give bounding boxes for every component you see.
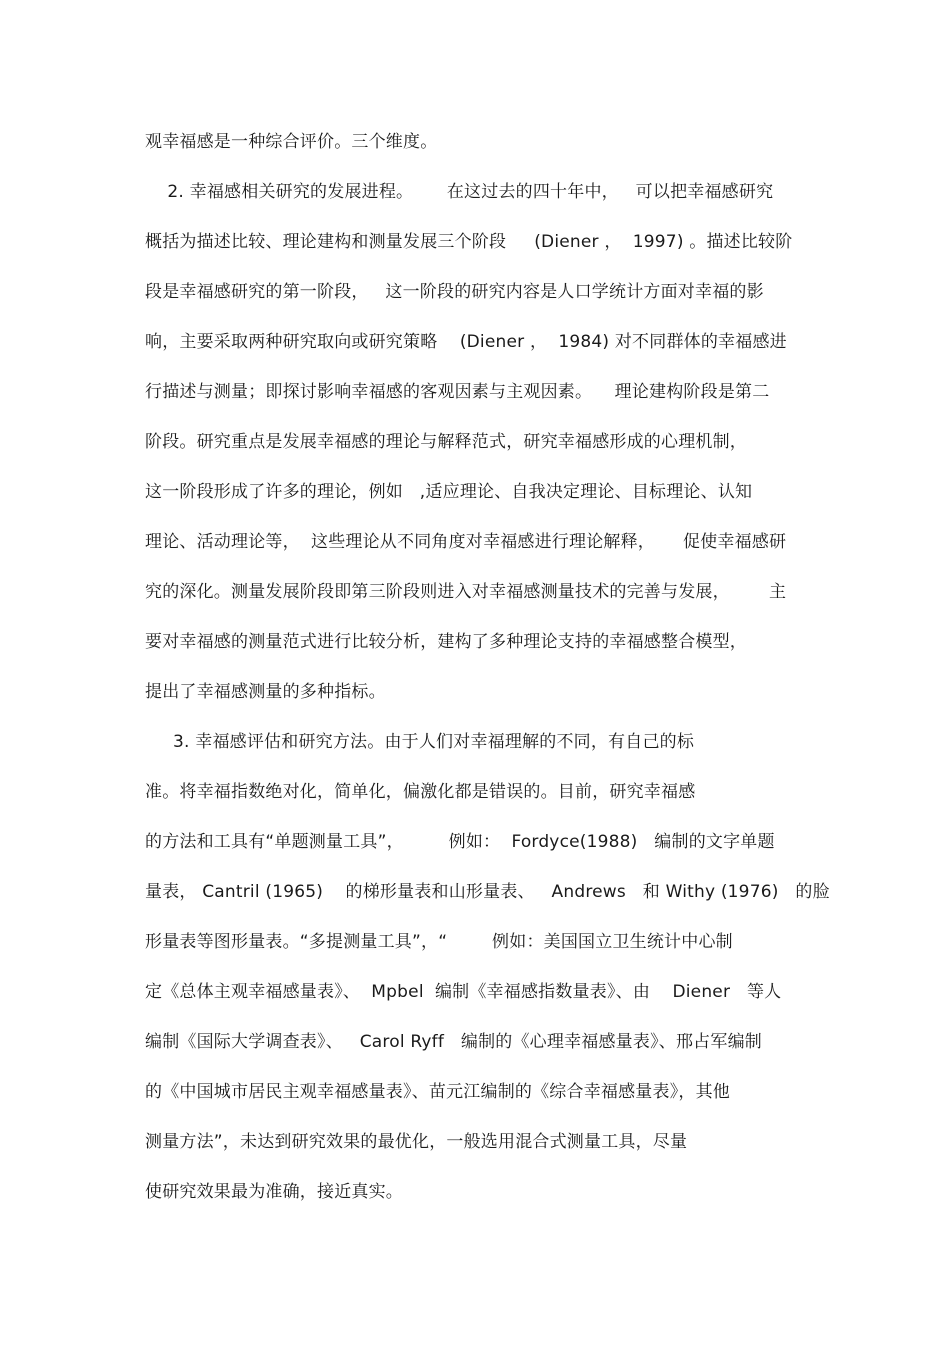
text-line: 观幸福感是一种综合评价。三个维度。 [145,132,438,152]
text-line: 测量方法”，未达到研究效果的最优化，一般选用混合式测量工具，尽量 [145,1132,688,1152]
text-line: 概括为描述比较、理论建构和测量发展三个阶段 (Diener ， 1997) 。描述比较阶 [145,232,793,252]
text-line: 形量表等图形量表。“多提测量工具”，“ 例如：美国国立卫生统计中心制 [145,932,733,952]
text-line: 究的深化。测量发展阶段即第三阶段则进入对幸福感测量技术的完善与发展， 主 [145,582,787,602]
text-line: 这一阶段形成了许多的理论，例如 ,适应理论、自我决定理论、目标理论、认知 [145,482,753,502]
text-line: 行描述与测量；即探讨影响幸福感的客观因素与主观因素。 理论建构阶段是第二 [145,382,770,402]
text-line: 定《总体主观幸福感量表》、 Mpbel 编制《幸福感指数量表》、由 Diener 等人 [145,982,782,1002]
text-line: 准。将幸福指数绝对化，简单化，偏激化都是错误的。目前，研究幸福感 [145,782,696,802]
text-line: 提出了幸福感测量的多种指标。 [145,682,386,702]
text-line: 的方法和工具有“单题测量工具”， 例如： Fordyce(1988) 编制的文字单题 [145,832,775,852]
text-line: 使研究效果最为准确，接近真实。 [145,1182,403,1202]
text-line: 编制《国际大学调查表》、 Carol Ryff 编制的《心理幸福感量表》、邢占军编制 [145,1032,762,1052]
text-line: 2. 幸福感相关研究的发展进程。 在这过去的四十年中， 可以把幸福感研究 [145,182,774,202]
text-line: 3. 幸福感评估和研究方法。由于人们对幸福理解的不同，有自己的标 [145,732,695,752]
text-line: 理论、活动理论等， 这些理论从不同角度对幸福感进行理论解释， 促使幸福感研 [145,532,787,552]
text-line: 段是幸福感研究的第一阶段， 这一阶段的研究内容是人口学统计方面对幸福的影 [145,282,764,302]
text-line: 要对幸福感的测量范式进行比较分析，建构了多种理论支持的幸福感整合模型， [145,632,747,652]
text-line: 量表， Cantril (1965) 的梯形量表和山形量表、 Andrews 和 Withy (1976) 的脸 [145,882,830,902]
text-line: 的《中国城市居民主观幸福感量表》、苗元江编制的《综合幸福感量表》，其他 [145,1082,730,1102]
text-line: 阶段。研究重点是发展幸福感的理论与解释范式，研究幸福感形成的心理机制， [145,432,747,452]
text-line: 响，主要采取两种研究取向或研究策略 (Diener ， 1984) 对不同群体的幸福感进 [145,332,787,352]
